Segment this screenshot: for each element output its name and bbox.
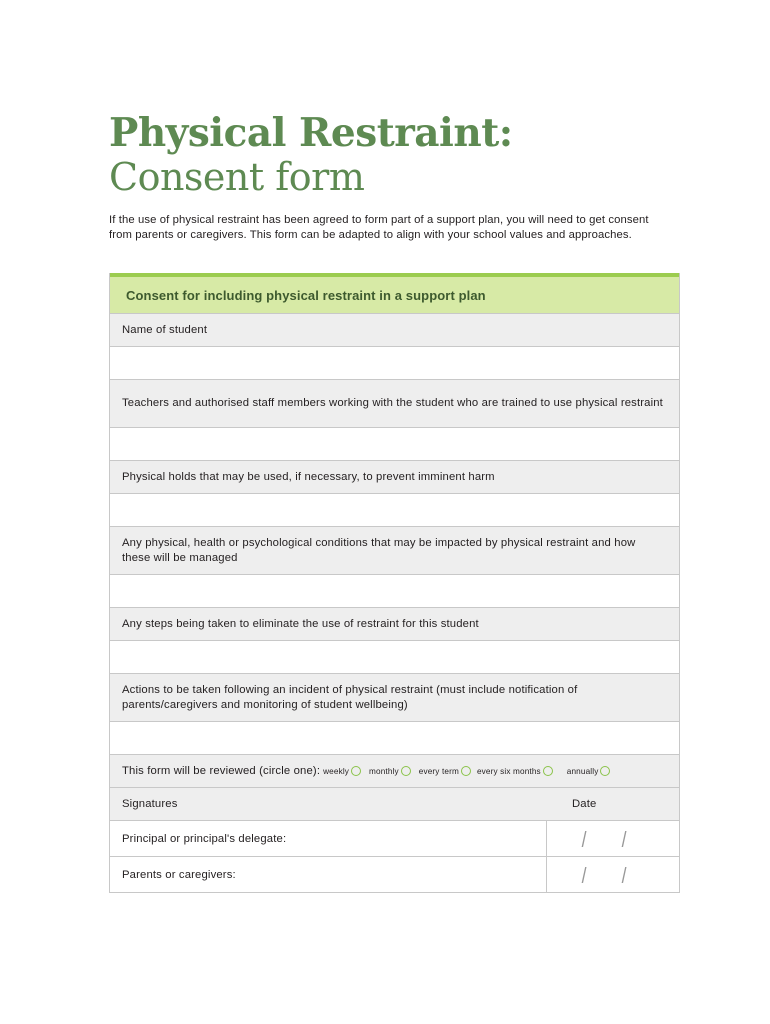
- circle-icon: [351, 766, 361, 776]
- question-eliminate-steps-label: Any steps being taken to eliminate the use of restraint for this student: [110, 608, 679, 641]
- question-conditions-label: Any physical, health or psychological conditions that may be impacted by physical restraint and how these will be managed: [110, 527, 679, 575]
- principal-signature-row: [110, 821, 679, 857]
- authorised-staff-field[interactable]: [110, 428, 679, 461]
- actions-field[interactable]: [110, 722, 679, 755]
- intro-paragraph: If the use of physical restraint has been agreed to form part of a support plan, you will need to get consent from parents or caregivers. This form can be adapted to align with your school values and approaches.: [109, 214, 649, 241]
- circle-icon: [543, 766, 553, 776]
- form-header: [110, 277, 679, 314]
- question-physical-holds-label: Physical holds that may be used, if necessary, to prevent imminent harm: [110, 461, 679, 494]
- principal-signature-field[interactable]: Principal or principal's delegate:: [122, 832, 287, 845]
- parent-date-field[interactable]: [546, 857, 679, 892]
- date-label: Date: [572, 798, 597, 810]
- signatures-header: [110, 788, 679, 821]
- physical-holds-field[interactable]: [110, 494, 679, 527]
- page-subtitle: Consent form: [109, 155, 365, 199]
- parent-signature-row: [110, 857, 679, 893]
- review-label: This form will be reviewed (circle one):: [122, 765, 321, 777]
- circle-icon: [600, 766, 610, 776]
- principal-date-field[interactable]: [546, 821, 679, 856]
- parent-signature-field[interactable]: Parents or caregivers:: [122, 868, 236, 881]
- eliminate-steps-field[interactable]: [110, 641, 679, 674]
- consent-form: [109, 273, 680, 893]
- circle-icon: [461, 766, 471, 776]
- conditions-field[interactable]: [110, 575, 679, 608]
- date-separator: /: [621, 827, 627, 852]
- review-option-annually[interactable]: annually: [567, 766, 611, 776]
- review-option-monthly[interactable]: monthly: [369, 766, 411, 776]
- review-frequency-row: [110, 755, 679, 788]
- review-option-every-six-months[interactable]: every six months: [477, 766, 553, 776]
- date-separator: /: [581, 827, 587, 852]
- signatures-label: Signatures: [122, 798, 178, 810]
- circle-icon: [401, 766, 411, 776]
- date-separator: /: [621, 863, 627, 888]
- date-separator: /: [581, 863, 587, 888]
- form-header-title: Consent for including physical restraint in a support plan: [126, 287, 486, 303]
- page-title: Physical Restraint:: [109, 110, 513, 156]
- question-authorised-staff-label: Teachers and authorised staff members working with the student who are trained to use physical restraint: [110, 380, 679, 428]
- question-actions-label: Actions to be taken following an incident of physical restraint (must include notification of parents/caregivers and monitoring of student wellbeing): [110, 674, 679, 722]
- review-option-weekly[interactable]: weekly: [323, 766, 361, 776]
- question-student-name-label: Name of student: [110, 314, 679, 347]
- student-name-field[interactable]: [110, 347, 679, 380]
- review-option-every-term[interactable]: every term: [419, 766, 471, 776]
